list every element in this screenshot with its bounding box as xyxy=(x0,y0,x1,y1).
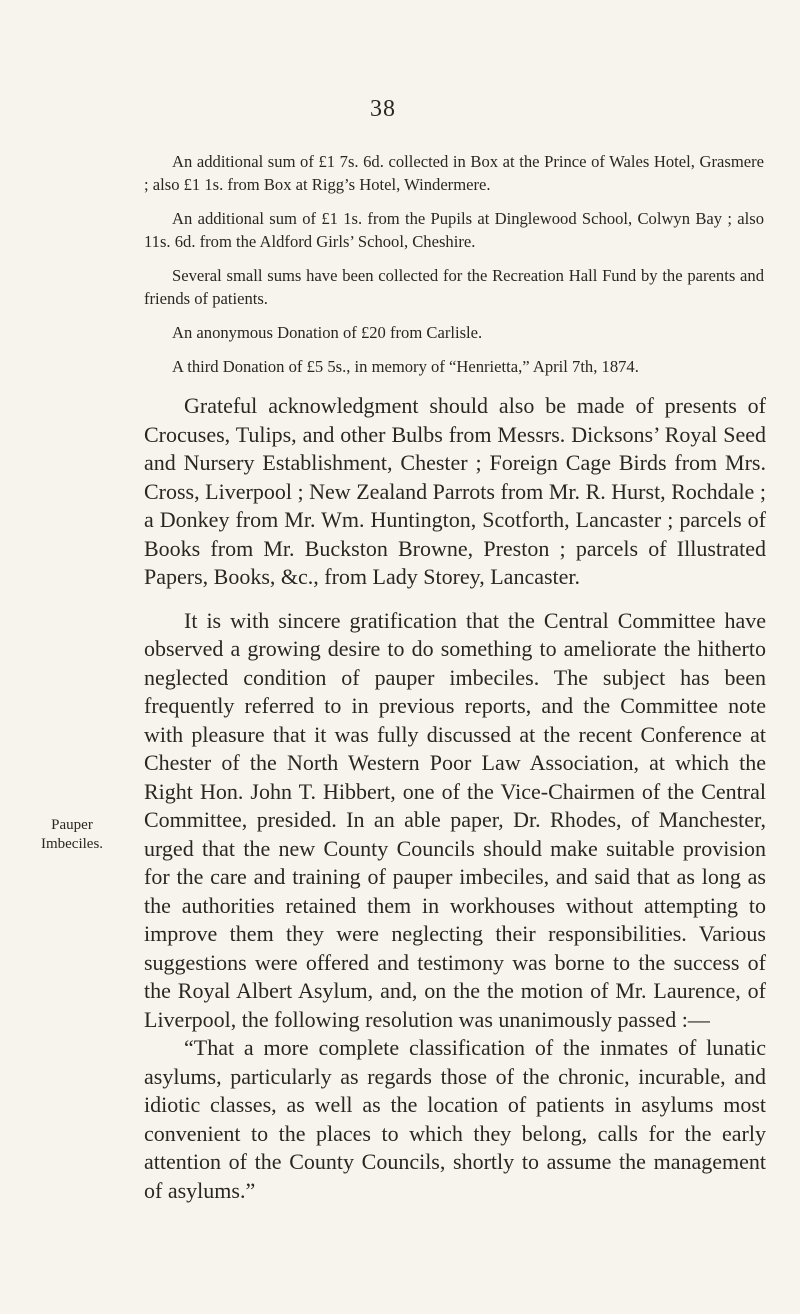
main-text xyxy=(144,392,766,1205)
margin-note xyxy=(32,816,112,854)
donation-paragraph-1: An additional sum of £1 7s. 6d. collected in Box at the Prince of Wales Hotel, Grasmere ; also £1 1s. from Box at Rigg’s Hotel, Windermere. xyxy=(144,152,764,194)
donation-paragraph-5: A third Donation of £5 5s., in memory of “Henrietta,” April 7th, 1874. xyxy=(172,357,639,376)
donation-paragraph-4: An anonymous Donation of £20 from Carlisle. xyxy=(172,323,483,342)
donation-paragraph-2: An additional sum of £1 1s. from the Pupils at Dinglewood School, Colwyn Bay ; also 11s. 6d. from the Aldford Girls’ School, Cheshire. xyxy=(144,209,764,251)
page-number: 38 xyxy=(370,96,396,122)
margin-note-line-2: Imbeciles. xyxy=(40,836,104,852)
resolution-quote: “That a more complete classification of the inmates of lunatic asylums, particularly as regards those of the chronic, incurable, and idiotic classes, as well as the location of patients in asylums most convenient to the places to which they belong, calls for the early attention of the County Councils, shortly to assume the management of asylums.” xyxy=(144,1035,766,1203)
acknowledgment-paragraph: Grateful acknowledgment should also be made of presents of Crocuses, Tulips, and other Bulbs from Messrs. Dicksons’ Royal Seed and Nursery Establishment, Chester ; Foreign Cage Birds from Mrs. Cross, Liverpool ; New Zealand Parrots from Mr. R. Hurst, Rochdale ; a Donkey from Mr. Wm. Huntington, Scotforth, Lancaster ; parcels of Books from Mr. Buckston Browne, Preston ; parcels of Illustrated Papers, Books, &c., from Lady Storey, Lancaster. xyxy=(144,393,766,589)
margin-note-line-1: Pauper xyxy=(51,817,93,833)
donations-list xyxy=(144,150,764,389)
pauper-imbeciles-paragraph: It is with sincere gratification that the Central Committee have observed a growing desire to do something to ameliorate the hitherto neglected condition of pauper imbeciles. The subject has been frequently referred to in previous reports, and the Committee note with pleasure that it was fully discussed at the recent Conference at Chester of the North Western Poor Law Association, at which the Right Hon. John T. Hibbert, one of the Vice-Chairmen of the Central Committee, presided. In an able paper, Dr. Rhodes, of Manchester, urged that the new County Councils should make suitable provision for the care and training of pauper imbeciles, and said that as long as the authorities retained them in workhouses without attempting to improve them they were neglecting their responsibilities. Various suggestions were offered and testimony was borne to the success of the Royal Albert Asylum, and, on the the motion of Mr. Laurence, of Liverpool, the following resolution was unanimously passed :— xyxy=(144,607,766,1032)
donation-paragraph-3: Several small sums have been collected for the Recreation Hall Fund by the parents and friends of patients. xyxy=(144,266,764,308)
